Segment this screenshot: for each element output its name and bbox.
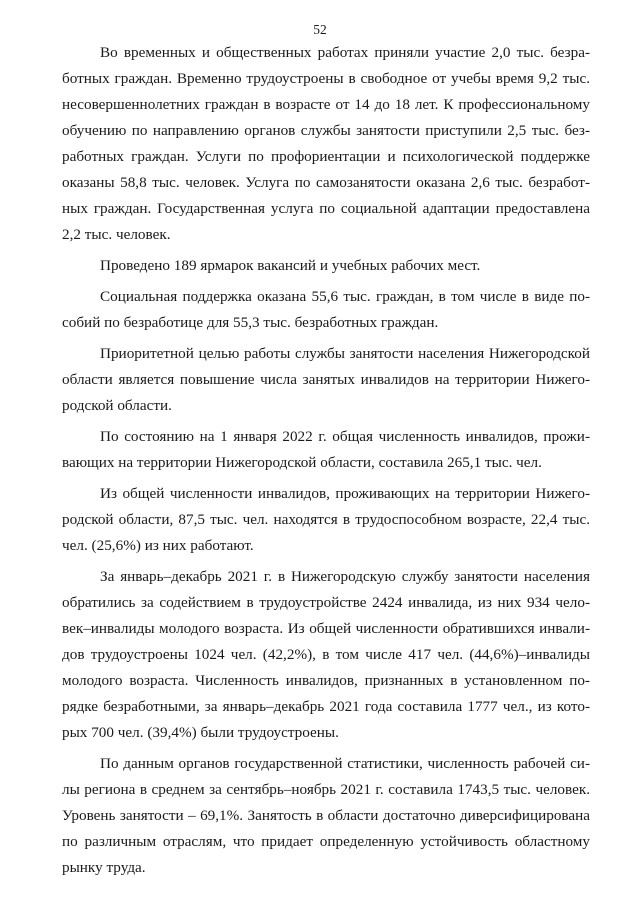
page-number: 52 xyxy=(313,22,327,37)
paragraph-employment-service: За январь–декабрь 2021 г. в Нижегородскую службу занятости населения обратились за содействием в трудоустройстве 2424 инвалида, из них 934 человек–инвалиды молодого возраста. Из общей численности обратившихся инвалидов трудоустроены 1024 чел. (42,2%), в том числе 417 чел. (44,6%)–инвалиды молодого возраста. Численность инвалидов, признанных в установленном порядке безработными, за январь–декабрь 2021 года составила 1777 чел., из которых 700 чел. (39,4%) были трудоустроены. xyxy=(62,568,590,741)
paragraph-job-fairs: Проведено 189 ярмарок вакансий и учебных рабочих мест. xyxy=(100,257,481,274)
paragraph-working-age: Из общей численности инвалидов, проживающих на территории Нижегородской области, 87,5 тыс. чел. находятся в трудоспособном возрасте, 22,4 тыс. чел. (25,6%) из них работают. xyxy=(62,485,590,554)
body-text xyxy=(62,40,590,886)
paragraph-social-support: Социальная поддержка оказана 55,6 тыс. граждан, в том числе в виде пособий по безработице для 55,3 тыс. безработных граждан. xyxy=(62,288,590,331)
paragraph-labor-force: По данным органов государственной статистики, численность рабочей силы региона в среднем за сентябрь–ноябрь 2021 г. составила 1743,5 тыс. человек. Уровень занятости – 69,1%. Занятость в области достаточно диверсифицирована по различным отраслям, что придает определенную устойчивость областному рынку труда. xyxy=(62,755,590,876)
paragraph-disabled-total: По состоянию на 1 января 2022 г. общая численность инвалидов, проживающих на территории Нижегородской области, составила 265,1 тыс. чел. xyxy=(62,428,590,471)
paragraph-priority-goal: Приоритетной целью работы службы занятости населения Нижегородской области является повышение числа занятых инвалидов на территории Нижегородской области. xyxy=(62,345,590,414)
paragraph-public-works: Во временных и общественных работах приняли участие 2,0 тыс. безработных граждан. Временно трудоустроены в свободное от учебы время 9,2 тыс. несовершеннолетних граждан в возрасте от 14 до 18 лет. К профессиональному обучению по направлению органов службы занятости приступили 2,5 тыс. безработных граждан. Услуги по профориентации и психологической поддержке оказаны 58,8 тыс. человек. Услуга по самозанятости оказана 2,6 тыс. безработных граждан. Государственная услуга по социальной адаптации предоставлена 2,2 тыс. человек. xyxy=(62,44,590,243)
